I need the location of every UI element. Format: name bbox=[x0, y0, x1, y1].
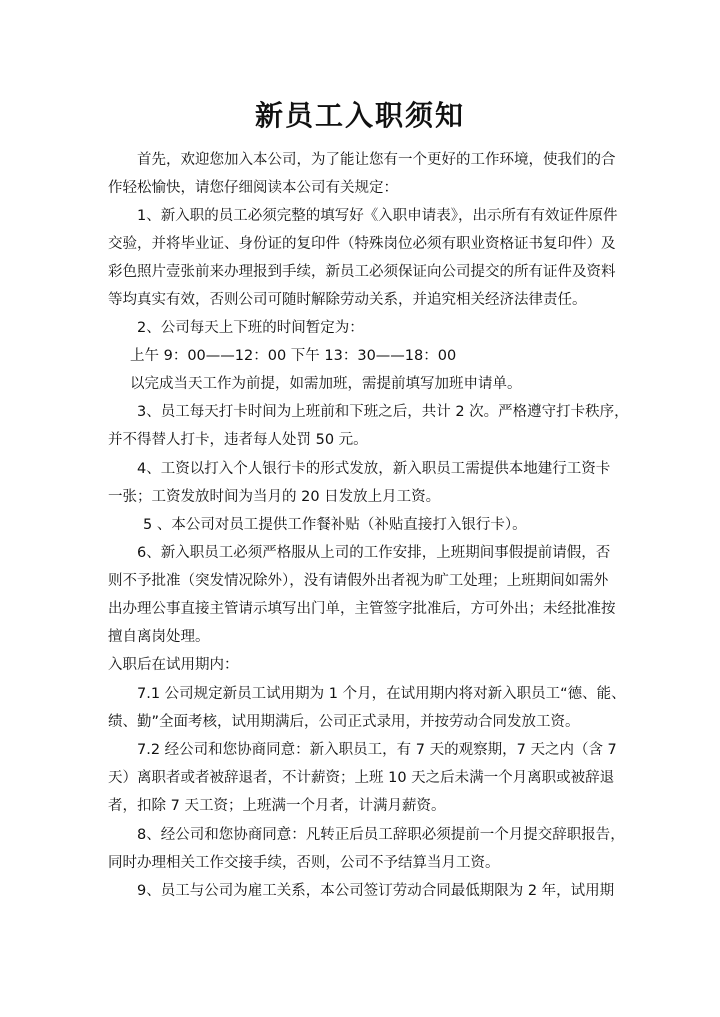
paragraph-line: 一张；工资发放时间为当月的 20 日发放上月工资。 bbox=[108, 489, 441, 505]
paragraph-line: 彩色照片壹张前来办理报到手续，新员工必须保证向公司提交的所有证件及资料 bbox=[108, 264, 616, 280]
paragraph-line: 5 、本公司对员工提供工作餐补贴（补贴直接打入银行卡）。 bbox=[143, 517, 527, 533]
paragraph-line: 8、经公司和您协商同意：凡转正后员工辞职必须提前一个月提交辞职报告， bbox=[137, 827, 625, 843]
paragraph-line: 则不予批准（突发情况除外），没有请假外出者视为旷工处理；上班期间如需外 bbox=[108, 573, 609, 589]
paragraph-line: 7.2 经公司和您协商同意：新入职员工，有 7 天的观察期，7 天之内（含 7 bbox=[137, 742, 617, 758]
paragraph-line: 等均真实有效，否则公司可随时解除劳动关系，并追究相关经济法律责任。 bbox=[108, 292, 587, 308]
paragraph-line: 以完成当天工作为前提，如需加班，需提前填写加班申请单。 bbox=[130, 376, 522, 392]
paragraph-line: 擅自离岗处理。 bbox=[108, 629, 210, 645]
paragraph-line: 首先，欢迎您加入本公司，为了能让您有一个更好的工作环境，使我们的合 bbox=[137, 152, 616, 168]
schedule-line: 上午 9：00——12：00 下午 13：30——18：00 bbox=[130, 348, 457, 364]
paragraph-line: 1、新入职的员工必须完整的填写好《入职申请表》，出示所有有效证件原件 bbox=[137, 208, 618, 224]
paragraph-line: 绩、勤”全面考核，试用期满后，公司正式录用，并按劳动合同发放工资。 bbox=[108, 714, 580, 730]
paragraph-line: 6、新入职员工必须严格服从上司的工作安排，上班期间事假提前请假，否 bbox=[137, 545, 611, 561]
paragraph-line: 3、员工每天打卡时间为上班前和下班之后，共计 2 次。严格遵守打卡秩序， bbox=[137, 404, 629, 420]
paragraph-line: 交验，并将毕业证、身份证的复印件（特殊岗位必须有职业资格证书复印件）及 bbox=[108, 236, 616, 252]
paragraph-line: 同时办理相关工作交接手续，否则，公司不予结算当月工资。 bbox=[108, 855, 500, 871]
section-heading: 入职后在试用期内： bbox=[108, 657, 239, 673]
paragraph-line: 4、工资以打入个人银行卡的形式发放，新入职员工需提供本地建行工资卡 bbox=[137, 461, 611, 477]
paragraph-line: 天）离职者或者被辞退者，不计薪资；上班 10 天之后未满一个月离职或被辞退 bbox=[108, 770, 615, 786]
paragraph-line: 者，扣除 7 天工资；上班满一个月者，计满月薪资。 bbox=[108, 798, 446, 814]
paragraph-line: 7.1 公司规定新员工试用期为 1 个月，在试用期内将对新入职员工“德、能、 bbox=[137, 686, 626, 702]
document-title: 新员工入职须知 bbox=[254, 99, 465, 132]
paragraph-line: 2、公司每天上下班的时间暂定为： bbox=[137, 320, 364, 336]
paragraph-line: 并不得替人打卡，违者每人处罚 50 元。 bbox=[108, 432, 368, 448]
paragraph-line: 出办理公事直接主管请示填写出门单，主管签字批准后，方可外出；未经批准按 bbox=[108, 601, 616, 617]
paragraph-line: 作轻松愉快，请您仔细阅读本公司有关规定： bbox=[108, 180, 398, 196]
paragraph-line: 9、员工与公司为雇工关系，本公司签订劳动合同最低期限为 2 年，试用期 bbox=[137, 883, 615, 899]
